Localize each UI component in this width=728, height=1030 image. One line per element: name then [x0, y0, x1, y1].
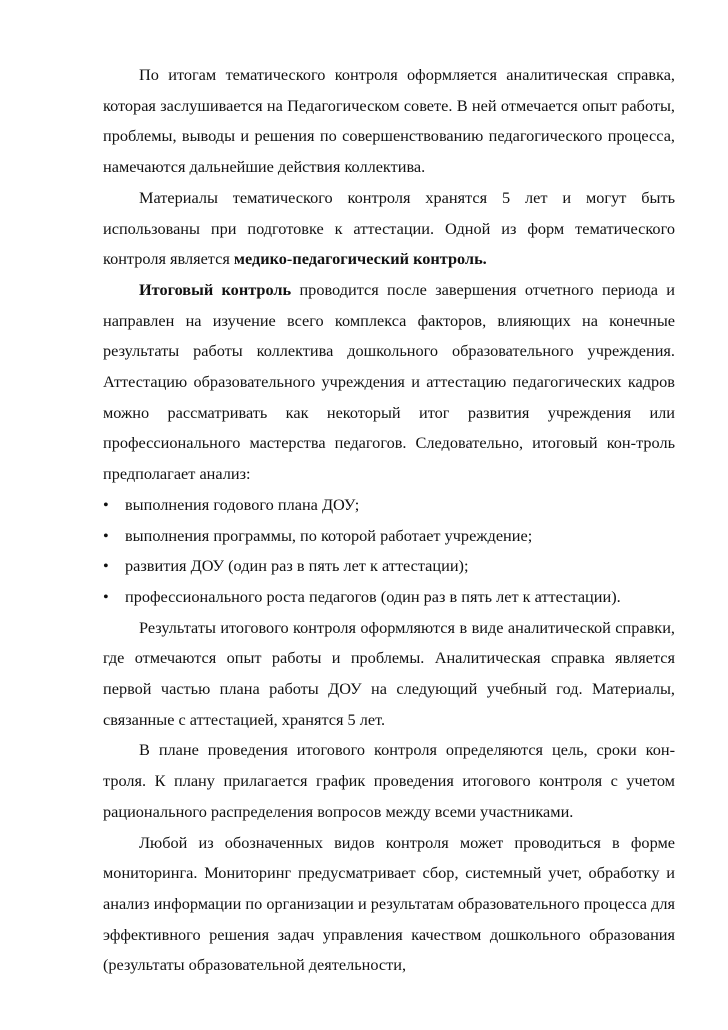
bold-term-medical-pedagogical-control: медико-педагогический контроль. [233, 249, 487, 269]
list-item [103, 551, 675, 582]
paragraph-text: Любой из обозначенных видов контроля может проводиться в форме мониторинга. Мониторинг предусматривает сбор, системный учет, обработку и анализ информации по организации и результатам образовательного процесса для эффективного решения задач управления качеством дошкольного образования (результаты образовательной деятельности, [103, 832, 675, 975]
list-item [103, 521, 675, 552]
list-item [103, 582, 675, 613]
bullet-icon: • [103, 525, 109, 545]
paragraph-text: В плане проведения итогового контроля определяются цель, сроки кон-троля. К плану прилагается график проведения итогового контроля с учетом рационального распределения вопросов между всеми участниками. [103, 740, 675, 821]
list-item-text: профессионального роста педагогов (один раз в пять лет к аттестации). [125, 586, 621, 606]
paragraph-text: Материалы тематического контроля хранятся 5 лет и могут быть использованы при подготовке к аттестации. Одной из форм тематического контроля является [103, 187, 675, 269]
document-page [103, 60, 675, 981]
paragraph-text: проводится после завершения отчетного периода и направлен на изучение всего комплекса факторов, влияющих на конечные результаты работы коллектива дошкольного образовательного учреждения. Аттестацию образовательного учреждения и аттестацию педагогических кадров можно рассматривать как некоторый итог развития учреждения или профессионального мастерства педагогов. Следовательно, итоговый кон-троль предполагает анализ: [103, 279, 675, 484]
bold-term-final-control: Итоговый контроль [139, 279, 292, 299]
paragraph-final-results [103, 613, 675, 736]
paragraph-final-plan [103, 735, 675, 827]
paragraph-thematic-results [103, 60, 675, 183]
paragraph-text: По итогам тематического контроля оформляется аналитическая справка, которая заслушивается на Педагогическом совете. В ней отмечается опыт работы, проблемы, выводы и решения по совершенствованию педагогического процесса, намечаются дальнейшие действия коллектива. [103, 65, 675, 177]
analysis-bullet-list [103, 490, 675, 613]
paragraph-final-control [103, 275, 675, 490]
paragraph-thematic-materials [103, 183, 675, 275]
list-item-text: развития ДОУ (один раз в пять лет к аттестации); [125, 556, 469, 576]
list-item-text: выполнения годового плана ДОУ; [125, 494, 360, 514]
paragraph-text: Результаты итогового контроля оформляются в виде аналитической справки, где отмечаются опыт работы и проблемы. Аналитическая справка является первой частью плана работы ДОУ на следующий учебный год. Материалы, связанные с аттестацией, хранятся 5 лет. [103, 617, 675, 729]
bullet-icon: • [103, 494, 109, 514]
bullet-icon: • [103, 556, 109, 576]
bullet-icon: • [103, 586, 109, 606]
list-item-text: выполнения программы, по которой работает учреждение; [125, 525, 533, 545]
paragraph-monitoring [103, 828, 675, 982]
list-item [103, 490, 675, 521]
